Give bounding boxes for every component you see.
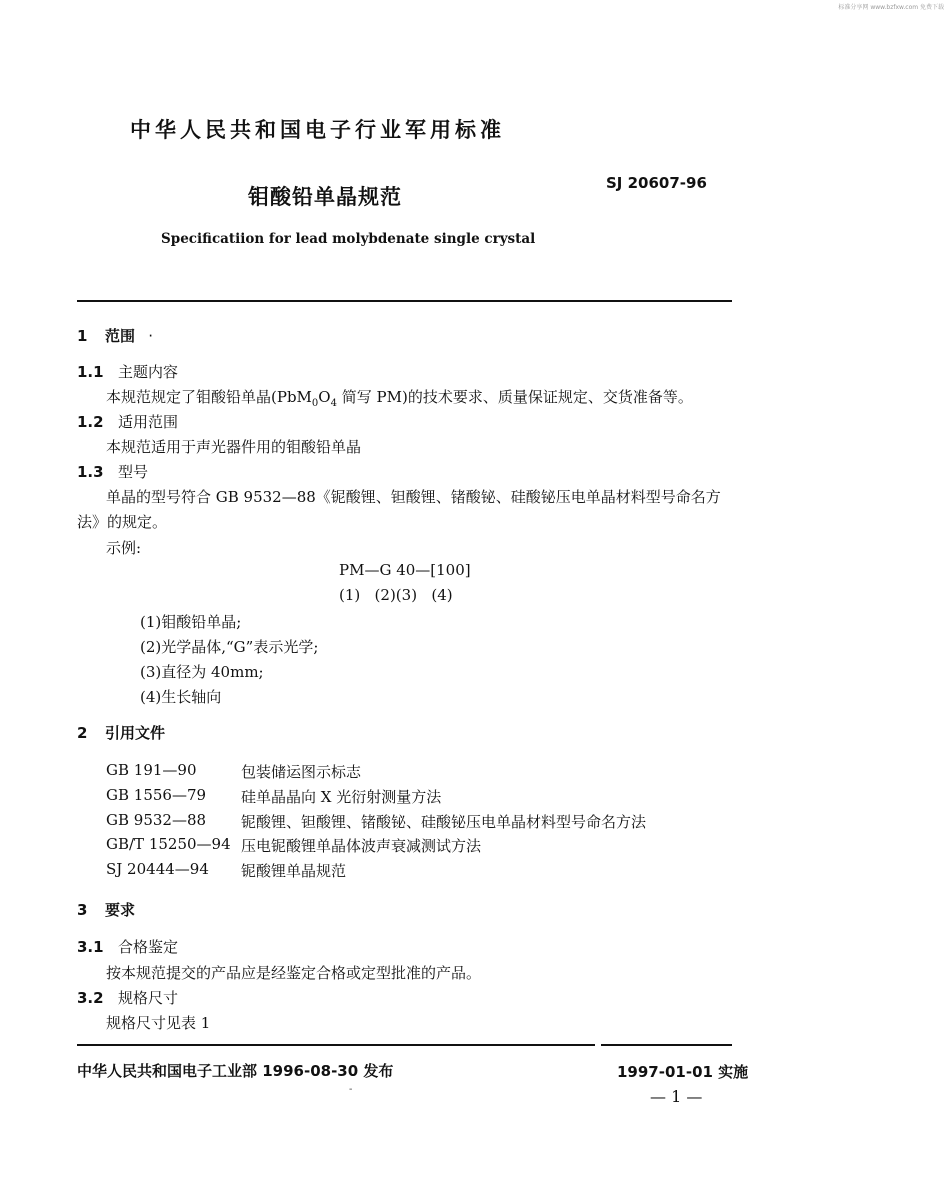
reference-code: SJ 20444—94 xyxy=(106,860,209,878)
section-2-heading xyxy=(77,722,165,743)
section-number: 3.1 xyxy=(77,938,104,956)
section-title: 主题内容 xyxy=(118,363,179,381)
section-1-3-text-line-1: 单晶的型号符合 GB 9532—88《铌酸锂、钽酸锂、锗酸铋、硅酸铋压电单晶材料型号命名方 xyxy=(106,488,721,506)
footer-rule-left xyxy=(77,1044,595,1046)
reference-title: 铌酸锂、钽酸锂、锗酸铋、硅酸铋压电单晶材料型号命名方法 xyxy=(241,813,647,831)
example-markers xyxy=(339,586,453,604)
section-3-2-text: 规格尺寸见表 1 xyxy=(106,1014,211,1032)
section-number: 3 xyxy=(77,901,88,919)
example-item-4: (4)生长轴向 xyxy=(140,688,222,706)
section-title: 合格鉴定 xyxy=(118,938,179,956)
example-label: 示例: xyxy=(106,539,142,557)
example-item-1: (1)钼酸铅单晶; xyxy=(140,613,242,631)
section-1-2-heading xyxy=(77,411,178,432)
section-1-3-heading xyxy=(77,461,148,482)
marker-text: (1) (2)(3) (4) xyxy=(339,586,453,604)
section-number: 1 xyxy=(77,327,88,345)
reference-title: 包装储运图示标志 xyxy=(241,763,362,781)
text-fragment: 简写 PM)的技术要求、质量保证规定、交货准备等。 xyxy=(336,388,693,406)
section-3-1-heading xyxy=(77,936,178,957)
document-title: 钼酸铅单晶规范 xyxy=(248,185,402,209)
footer-rule-right xyxy=(601,1044,732,1046)
section-3-heading xyxy=(77,899,135,920)
stray-mark: · xyxy=(148,327,154,345)
example-code: PM—G 40—[100] xyxy=(339,561,471,579)
section-3-2-heading xyxy=(77,987,178,1008)
implementation-date: 1997-01-01 实施 xyxy=(617,1063,749,1081)
reference-code: GB 1556—79 xyxy=(106,786,207,804)
section-title: 适用范围 xyxy=(118,413,179,431)
standard-number: SJ 20607-96 xyxy=(606,174,707,192)
example-item-3: (3)直径为 40mm; xyxy=(140,663,264,681)
section-title: 范围 xyxy=(105,327,136,345)
reference-title: 硅单晶晶向 X 光衍射测量方法 xyxy=(241,788,442,806)
subscript: 4 xyxy=(330,398,337,409)
english-title: Specificatiion for lead molybdenate single crystal xyxy=(161,231,536,247)
section-title: 引用文件 xyxy=(105,724,166,742)
section-number: 1.2 xyxy=(77,413,104,431)
section-3-1-text: 按本规范提交的产品应是经鉴定合格或定型批准的产品。 xyxy=(106,964,482,982)
example-item-2: (2)光学晶体,“G”表示光学; xyxy=(140,638,319,656)
section-1-1-heading xyxy=(77,361,178,382)
reference-code: GB 191—90 xyxy=(106,761,197,779)
section-1-1-text xyxy=(106,386,693,409)
small-mark: - xyxy=(349,1084,353,1095)
watermark: 标准分享网 www.bzfxw.com 免费下载 xyxy=(838,4,944,11)
section-title: 规格尺寸 xyxy=(118,989,179,1007)
section-number: 1.3 xyxy=(77,463,104,481)
organization-title: 中华人民共和国电子行业军用标准 xyxy=(130,118,505,142)
section-number: 2 xyxy=(77,724,88,742)
section-number: 3.2 xyxy=(77,989,104,1007)
subscript: 0 xyxy=(311,398,319,409)
reference-code: GB/T 15250—94 xyxy=(106,835,231,853)
header-rule xyxy=(77,300,732,302)
issued-statement: 中华人民共和国电子工业部 1996-08-30 发布 xyxy=(77,1062,394,1080)
text-fragment: 本规范规定了钼酸铅单晶(PbM xyxy=(106,388,312,406)
page-number: — 1 — xyxy=(650,1087,703,1106)
section-number: 1.1 xyxy=(77,363,104,381)
text-fragment: O xyxy=(318,388,331,406)
section-title: 型号 xyxy=(118,463,149,481)
section-1-heading xyxy=(77,325,153,346)
reference-title: 压电铌酸锂单晶体波声衰减测试方法 xyxy=(241,837,482,855)
section-1-2-text: 本规范适用于声光器件用的钼酸铅单晶 xyxy=(106,438,362,456)
section-title: 要求 xyxy=(105,901,136,919)
section-1-3-text-line-2: 法》的规定。 xyxy=(77,513,168,531)
reference-title: 铌酸锂单晶规范 xyxy=(241,862,347,880)
reference-code: GB 9532—88 xyxy=(106,811,207,829)
